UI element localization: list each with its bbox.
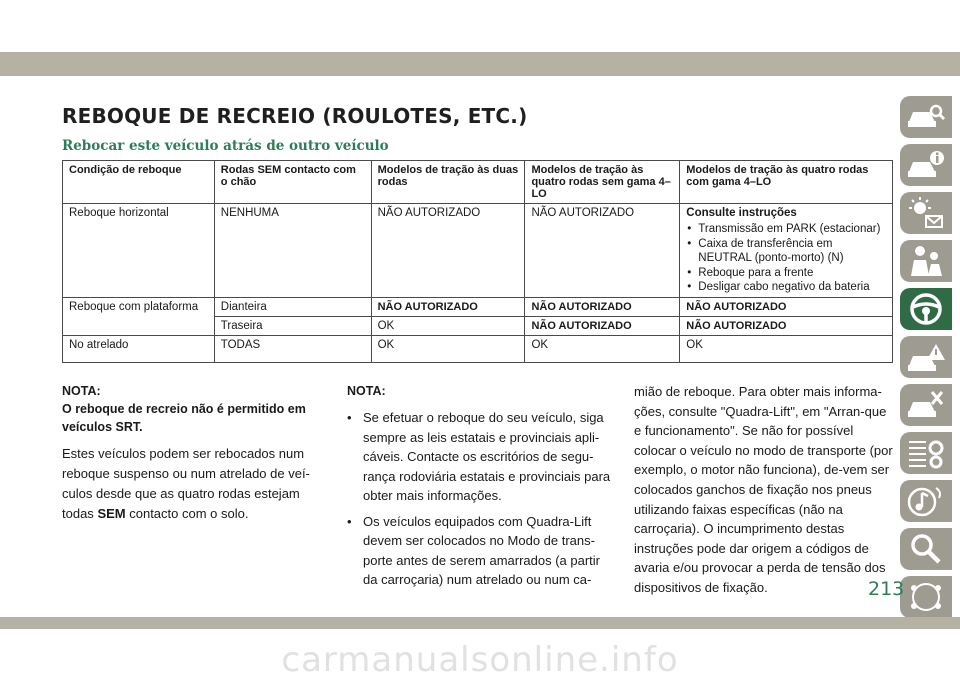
- table-cell: OK: [371, 316, 525, 335]
- table-cell: NENHUMA: [214, 204, 371, 298]
- tab-index[interactable]: [900, 576, 952, 618]
- notes-list: [347, 408, 615, 590]
- note-text: O reboque de recreio não é permitido em veículos SRT.: [62, 402, 306, 434]
- list-item: • Os veículos equipados com Quadra-Lift devem ser colocados no Modo de trans-porte antes de serem amarrados (a partir da carroçaria) num atrelado ou num ca-: [347, 512, 615, 590]
- note-label: NOTA:: [347, 384, 386, 398]
- table-cell: NÃO AUTORIZADO: [680, 316, 893, 335]
- middle-column: [347, 382, 615, 596]
- safety-people-icon: [906, 244, 946, 278]
- table-header: Modelos de tração às quatro rodas com gama 4–LO: [680, 161, 893, 204]
- section-subtitle: Rebocar este veículo atrás de outro veículo: [62, 138, 389, 154]
- body-emphasis: SEM: [97, 506, 126, 521]
- steering-wheel-icon: [906, 292, 946, 326]
- list-item: • Caixa de transferência em NEUTRAL (ponto-morto) (N): [686, 237, 886, 266]
- chapter-tabs: [900, 96, 960, 624]
- body-paragraph: mião de reboque. Para obter mais informa-ções, consulte "Quadra-Lift", em "Arran-que e funcionamento". Se não for possível colocar o veículo no modo de transporte (por exemplo, o motor não funciona), de-vem ser colocados ganchos de fixação nos pneus utilizando faixas específicas (não na carroçaria). O incumprimento destas instruções pode dar origem a códigos de avaria e/ou provocar a perda de tensão dos dispositivos de fixação.: [634, 384, 893, 595]
- table-header: Rodas SEM contacto com o chão: [214, 161, 371, 204]
- note-label: NOTA:: [62, 384, 101, 398]
- table-cell: NÃO AUTORIZADO: [371, 204, 525, 298]
- table-row: [63, 297, 893, 316]
- warning-car-icon: [906, 340, 946, 374]
- specifications-gear-icon: [906, 436, 946, 470]
- service-tools-icon: [906, 388, 946, 422]
- table-cell: TODAS: [214, 335, 371, 362]
- list-item: • Desligar cabo negativo da bateria: [686, 280, 886, 295]
- tab-technical-specifications[interactable]: [900, 432, 952, 474]
- list-item: • Reboque para a frente: [686, 266, 886, 281]
- bottom-decorative-bar: [0, 617, 960, 629]
- table-cell: NÃO AUTORIZADO: [680, 297, 893, 316]
- list-item: • Transmissão em PARK (estacionar): [686, 222, 886, 237]
- tab-getting-to-know-instruments[interactable]: [900, 144, 952, 186]
- body-text: Estes veículos podem ser rebocados num reboque suspenso ou num atrelado de veí-culos desde que as quatro rodas estejam todas: [62, 446, 310, 521]
- table-cell: NÃO AUTORIZADO: [525, 204, 680, 298]
- tab-in-case-of-emergency[interactable]: [900, 336, 952, 378]
- table-header: Modelos de tração às duas rodas: [371, 161, 525, 204]
- table-cell: Reboque horizontal: [63, 204, 215, 298]
- table-cell: OK: [371, 335, 525, 362]
- page-number: 213: [868, 578, 905, 600]
- watermark: carmanualsonline.info: [281, 640, 679, 680]
- towing-table: [62, 160, 893, 363]
- tab-customer-assistance[interactable]: [900, 528, 952, 570]
- top-decorative-bar: [0, 52, 960, 76]
- instructions-list: [686, 222, 886, 295]
- tab-getting-to-know[interactable]: [900, 96, 952, 138]
- body-text: contacto com o solo.: [129, 506, 249, 521]
- tab-instrument-panel[interactable]: [900, 192, 952, 234]
- page-title: REBOQUE DE RECREIO (ROULOTES, ETC.): [62, 104, 528, 128]
- tab-safety[interactable]: [900, 240, 952, 282]
- table-row: [63, 335, 893, 362]
- car-info-icon: [906, 148, 946, 182]
- multimedia-music-icon: [906, 484, 946, 518]
- right-column: [634, 382, 894, 598]
- tab-starting-operating[interactable]: [900, 288, 952, 330]
- table-cell: OK: [680, 335, 893, 362]
- search-index-icon: [906, 532, 946, 566]
- car-search-icon: [906, 100, 946, 134]
- tab-multimedia[interactable]: [900, 480, 952, 522]
- table-cell: Dianteira: [214, 297, 371, 316]
- body-paragraph: [62, 444, 328, 524]
- list-item: • Se efetuar o reboque do seu veículo, siga sempre as leis estatais e provinciais apli-cáveis. Contacte os escritórios de segu-rança rodoviária estatais e provinciais para obter mais informações.: [347, 408, 615, 506]
- table-header: Modelos de tração às quatro rodas sem gama 4–LO: [525, 161, 680, 204]
- table-row: [63, 204, 893, 298]
- table-cell: Reboque com plataforma: [63, 297, 215, 335]
- languages-index-icon: [906, 580, 946, 614]
- table-cell: NÃO AUTORIZADO: [525, 316, 680, 335]
- table-cell: NÃO AUTORIZADO: [371, 297, 525, 316]
- table-cell: OK: [525, 335, 680, 362]
- table-cell: No atrelado: [63, 335, 215, 362]
- table-cell: NÃO AUTORIZADO: [525, 297, 680, 316]
- left-column: [62, 382, 328, 524]
- tab-servicing-maintenance[interactable]: [900, 384, 952, 426]
- instructions-title: Consulte instruções: [686, 207, 797, 219]
- table-header-row: [63, 161, 893, 204]
- dashboard-lights-icon: [906, 196, 946, 230]
- instructions-cell: [680, 204, 893, 298]
- table-cell: Traseira: [214, 316, 371, 335]
- table-header: Condição de reboque: [63, 161, 215, 204]
